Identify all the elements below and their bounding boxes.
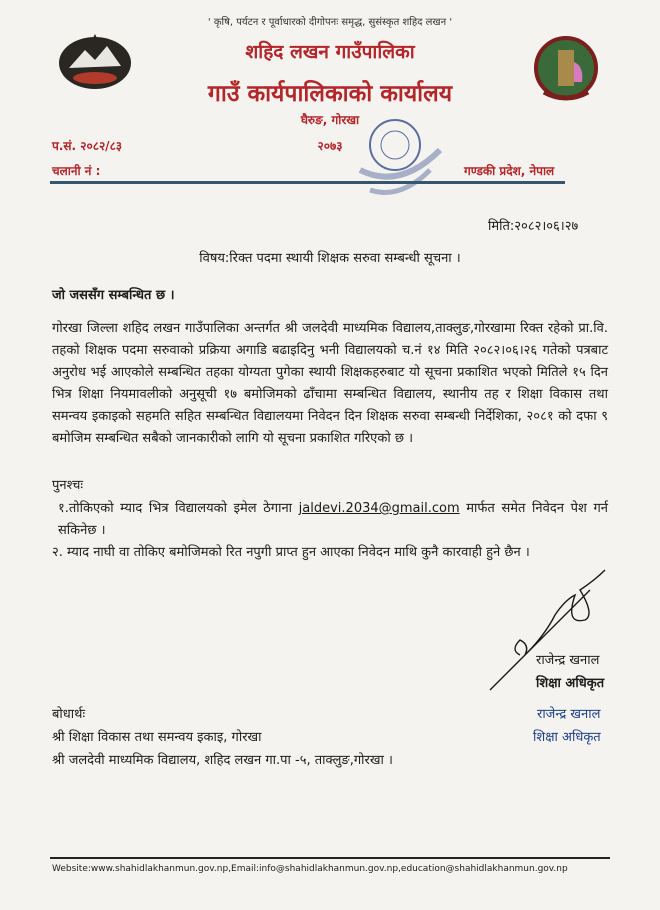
municipality-name: शहिद लखन गाउँपालिका — [245, 41, 415, 63]
item1-text: १.तोकिएको म्याद भित्र विद्यालयको इमेल ठेगाना — [58, 501, 299, 516]
tagline: ' कृषि, पर्यटन र पूर्वाधारको दीगोपनः समृद्ध, सुसंस्कृत शहिद लखन ' — [207, 17, 453, 28]
dispatch-number: चलानी नं : — [52, 164, 101, 178]
office-stamp — [350, 110, 460, 210]
salutation: जो जससँग सम्बन्धित छ । — [52, 288, 175, 303]
cc-item: श्री शिक्षा विकास तथा समन्वय इकाइ, गोरखा — [52, 730, 262, 745]
subject-line: विषय:रिक्त पदमा स्थायी शिक्षक सरुवा सम्बन्धी सूचना । — [199, 251, 461, 266]
title-stamp: शिक्षा अधिकृत — [533, 730, 601, 745]
name-stamp: राजेन्द्र खनाल — [537, 707, 601, 722]
postscript-label: पुनश्चः — [52, 478, 84, 493]
footer-contact: Website:www.shahidlakhanmun.gov.np,Email:info@shahidlakhanmun.gov.np,education@shahidlakhanmun.gov.np — [52, 864, 568, 874]
notice-body: गोरखा जिल्ला शहिद लखन गाउँपालिका अन्तर्गत श्री जलदेवी माध्यमिक विद्यालय,ताक्लुङ,गोरखामा रिक्त रहेको प्रा.वि. तहको शिक्षक पदमा सरुवाको प्रक्रिया अगाडि बढाइदिनु भनी विद्यालयको च.नं १४ मिति २०८२।०६।२६ गतेको पत्रबाट अनुरोध भई आएकोले सम्बन्धित तहका योग्यता पुगेका स्थायी शिक्षकहरुबाट यो सूचना प्रकाशित भएको मितिले १५ दिन भित्र शिक्षा नियमावलीको अनुसूची १७ बमोजिमको ढाँचामा सम्बन्धित विद्यालय, स्थानीय तह र शिक्षा विकास तथा समन्वय इकाइको सहमति सहित सम्बन्धित विद्यालयमा निवेदन दिन शिक्षक सरुवा सम्बन्धी निर्देशिका, २०८१ को दफा ९ बमोजिम सम्बन्धित सबैको जानकारीको लागि यो सूचना प्रकाशित गरिएको छ । — [52, 321, 608, 446]
signatory-name: राजेन्द्र खनाल — [536, 653, 600, 668]
header-divider — [50, 181, 565, 184]
item1-text-end: मार्फत समेत निवेदन पेश गर्न सकिनेछ । — [58, 501, 608, 538]
cc-item: श्री जलदेवी माध्यमिक विद्यालय, शहिद लखन गा.पा -५, ताक्लुङ,गोरखा । — [52, 753, 393, 768]
established-year: २०७३ — [317, 139, 343, 153]
office-location: घैरुङ, गोरखा — [300, 113, 360, 127]
office-name: गाउँ कार्यपालिकाको कार्यालय — [207, 81, 453, 107]
school-email-link[interactable]: jaldevi.2034@gmail.com — [298, 501, 460, 516]
cc-label: बोधार्थः — [52, 707, 86, 722]
province: गण्डकी प्रदेश, नेपाल — [464, 164, 555, 178]
postscript-item-2: २. म्याद नाघी वा तोकिए बमोजिमको रित नपुगी प्राप्त हुन आएका निवेदन माथि कुनै कारवाही हुने छैन । — [52, 545, 530, 560]
letter-date: मिति:२०८२।०६।२७ — [488, 219, 579, 234]
reference-number: प.सं. २०८२/८३ — [52, 139, 123, 153]
footer-divider — [50, 857, 610, 859]
signatory-title: शिक्षा अधिकृत — [536, 676, 605, 691]
postscript-item-1 — [58, 498, 608, 542]
